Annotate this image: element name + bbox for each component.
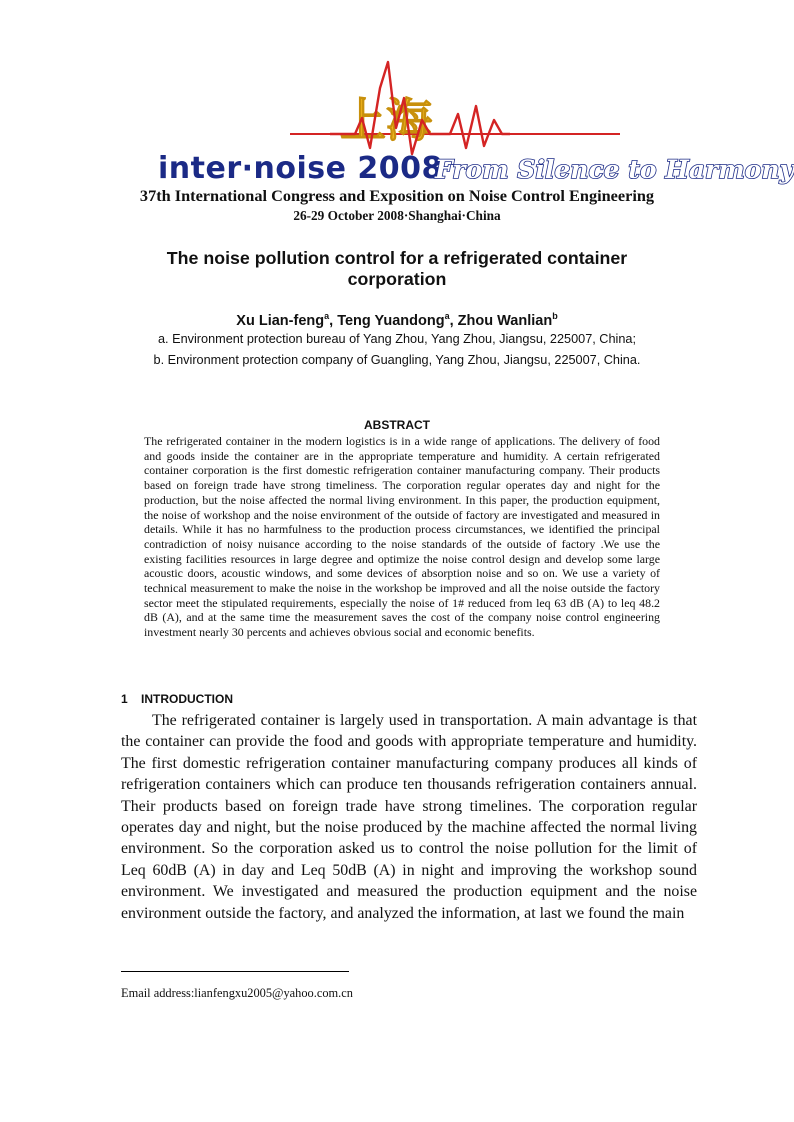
affiliation-a: a. Environment protection bureau of Yang Zhou, Yang Zhou, Jiangsu, 225007, China; [158, 332, 636, 346]
author-affiliation-mark: b [552, 311, 558, 321]
logo-chinese-characters: 上海 [340, 93, 432, 147]
paper-title [120, 248, 674, 290]
abstract-text: The refrigerated container in the modern logistics is in a wide range of applications. The delivery of food and goods inside the container are in the appropriate temperature and humidity. A certain refrigerated container corporation is the first domestic refrigeration container manufacturing company. Their products based on foreign trade have strong timeliness. The corporation regular operates day and night for the production, but the noise affected the normal living environment. In this paper, the production equipment, the noise of workshop and the noise environment of the outside of factory are investigated and measured in details. While it has no harmfulness to the production process circumstances, we identified the principal contradiction of noisy nuisance according to the noise standards of the outside of factory .We use the existing facilities resources in large degree and optimize the noise control design and develop some large acoustic doors, acoustic windows, and some devices of absorption noise and so on. We use a variety of technical measurement to make the noise in the workshop be improved and all the noise outside the factory sector meet the stipulated requirements, especially the noise of 1# reduced from leq 63 dB (A) to leq 48.2 dB (A), and at the same time the measurement saves the cost of the company noise control engineering investment nearly 30 percents and achieves obvious social and economic benefits. [144, 434, 660, 640]
abstract-heading: ABSTRACT [364, 418, 430, 432]
section-title: INTRODUCTION [141, 692, 233, 706]
introduction-paragraph: The refrigerated container is largely used in transportation. A main advantage is that the container can provide the food and goods with appropriate temperature and humidity. The first domestic refrigeration container manufacturing company produces all kinds of refrigeration containers which can produce ten thousands refrigeration containers annual. Their products based on foreign trade have strong timelines. The corporation regular operates day and night, but the noise produced by the machine affected the normal living environment. So the corporation asked us to control the noise pollution for the limit of Leq 60dB (A) in day and Leq 50dB (A) in night and improving the workshop sound environment. We investigated and measured the production equipment and the noise environment outside the factory, and analyzed the information, at last we found the main [121, 712, 697, 922]
author-list: Xu Lian-feng$^a$, Teng Yuandong$^a$, Zhou Wanlian$^b$ [236, 311, 558, 329]
author-affiliation-mark: a [324, 311, 330, 321]
author-name: Xu Lian-feng [236, 312, 325, 329]
logo-tagline: From Silence to Harmony [435, 155, 794, 184]
author-name: Zhou Wanlian [457, 312, 553, 329]
conference-logo [150, 58, 794, 188]
logo-wordmark: inter·noise 2008 [158, 151, 443, 186]
section-heading-introduction [121, 692, 233, 706]
affiliation-b: b. Environment protection company of Guangling, Yang Zhou, Jiangsu, 225007, China. [153, 353, 641, 367]
paper-title-line-2: corporation [347, 269, 447, 289]
conference-title: 37th International Congress and Exposition on Noise Control Engineering [139, 186, 655, 205]
footnote-email: Email address:lianfengxu2005@yahoo.com.cn [121, 986, 353, 1000]
paper-title-line-1: The noise pollution control for a refrigerated container [166, 248, 628, 268]
conference-dates: 26-29 October 2008·Shanghai·China [293, 208, 501, 223]
section-number: 1 [121, 692, 128, 706]
footnote-divider [121, 971, 349, 972]
author-name: Teng Yuandong [337, 312, 445, 329]
author-affiliation-mark: a [444, 311, 450, 321]
